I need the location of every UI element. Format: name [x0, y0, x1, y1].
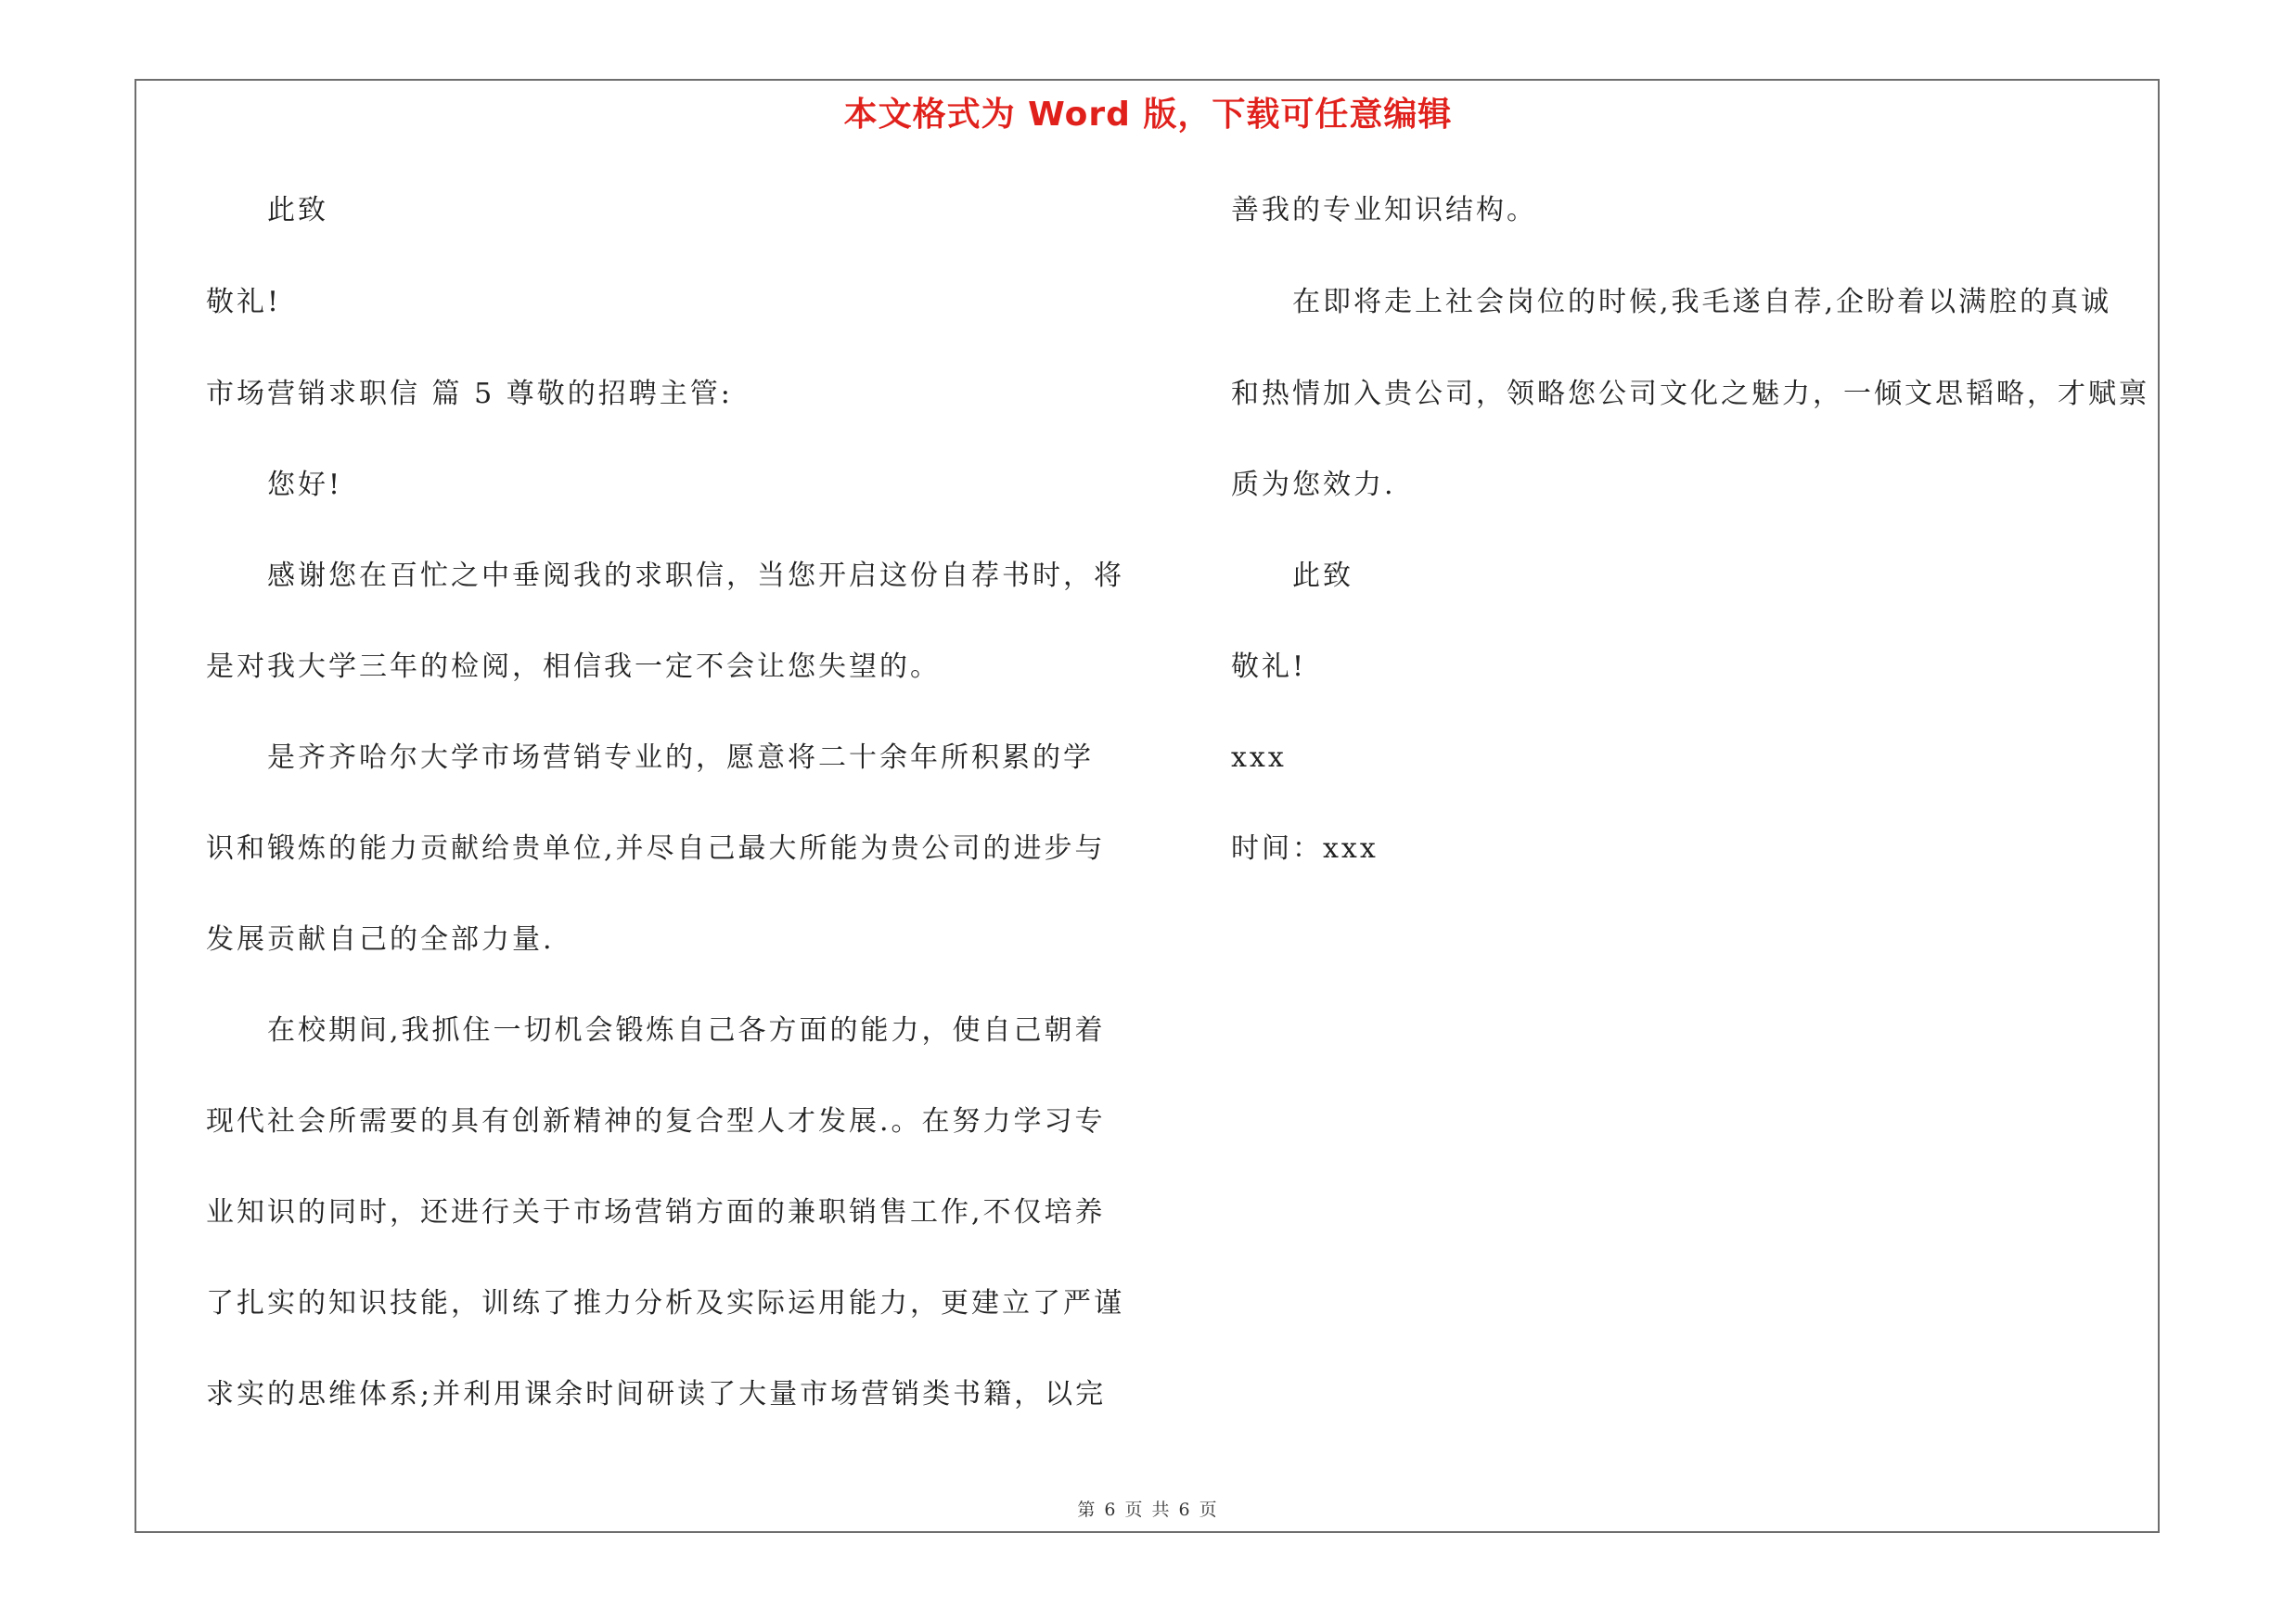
paragraph-line: 和热情加入贵公司，领略您公司文化之魅力，一倾文思韬略，才赋禀: [1231, 378, 2149, 410]
signature-date: 时间：xxx: [1231, 832, 1379, 865]
paragraph-line: 质为您效力.: [1231, 469, 1396, 501]
paragraph-line: 业知识的同时，还进行关于市场营销方面的兼职销售工作,不仅培养: [206, 1196, 1106, 1229]
format-notice-banner: 本文格式为 Word 版，下载可任意编辑: [843, 96, 1453, 134]
paragraph-line: 感谢您在百忙之中垂阅我的求职信，当您开启这份自荐书时，将: [267, 560, 1124, 592]
paragraph-line: 是对我大学三年的检阅，相信我一定不会让您失望的。: [206, 650, 941, 683]
paragraph-line: 在即将走上社会岗位的时候,我毛遂自荐,企盼着以满腔的真诚: [1292, 286, 2112, 318]
paragraph-line: 现代社会所需要的具有创新精神的复合型人才发展.。在努力学习专: [206, 1105, 1106, 1138]
greeting: 您好!: [267, 469, 343, 501]
closing-salutation: 此致: [1292, 560, 1353, 592]
paragraph-line: 发展贡献自己的全部力量.: [206, 923, 555, 956]
letter-heading: 市场营销求职信 篇 5 尊敬的招聘主管:: [206, 378, 733, 410]
signature-name: xxx: [1231, 741, 1287, 774]
paragraph-line: 求实的思维体系;并利用课余时间研读了大量市场营销类书籍，以完: [206, 1378, 1107, 1410]
paragraph-line: 在校期间,我抓住一切机会锻炼自己各方面的能力，使自己朝着: [267, 1014, 1106, 1047]
paragraph-line: 是齐齐哈尔大学市场营销专业的，愿意将二十余年所积累的学: [267, 741, 1094, 774]
closing-regards: 敬礼!: [1231, 650, 1307, 683]
paragraph-line: 善我的专业知识结构。: [1231, 194, 1537, 226]
paragraph-line: 识和锻炼的能力贡献给贵单位,并尽自己最大所能为贵公司的进步与: [206, 832, 1106, 865]
closing-regards: 敬礼!: [206, 286, 282, 318]
paragraph-line: 了扎实的知识技能，训练了推力分析及实际运用能力，更建立了严谨: [206, 1287, 1124, 1320]
closing-salutation: 此致: [267, 194, 328, 226]
page-number: 第 6 页 共 6 页: [1077, 1500, 1219, 1520]
